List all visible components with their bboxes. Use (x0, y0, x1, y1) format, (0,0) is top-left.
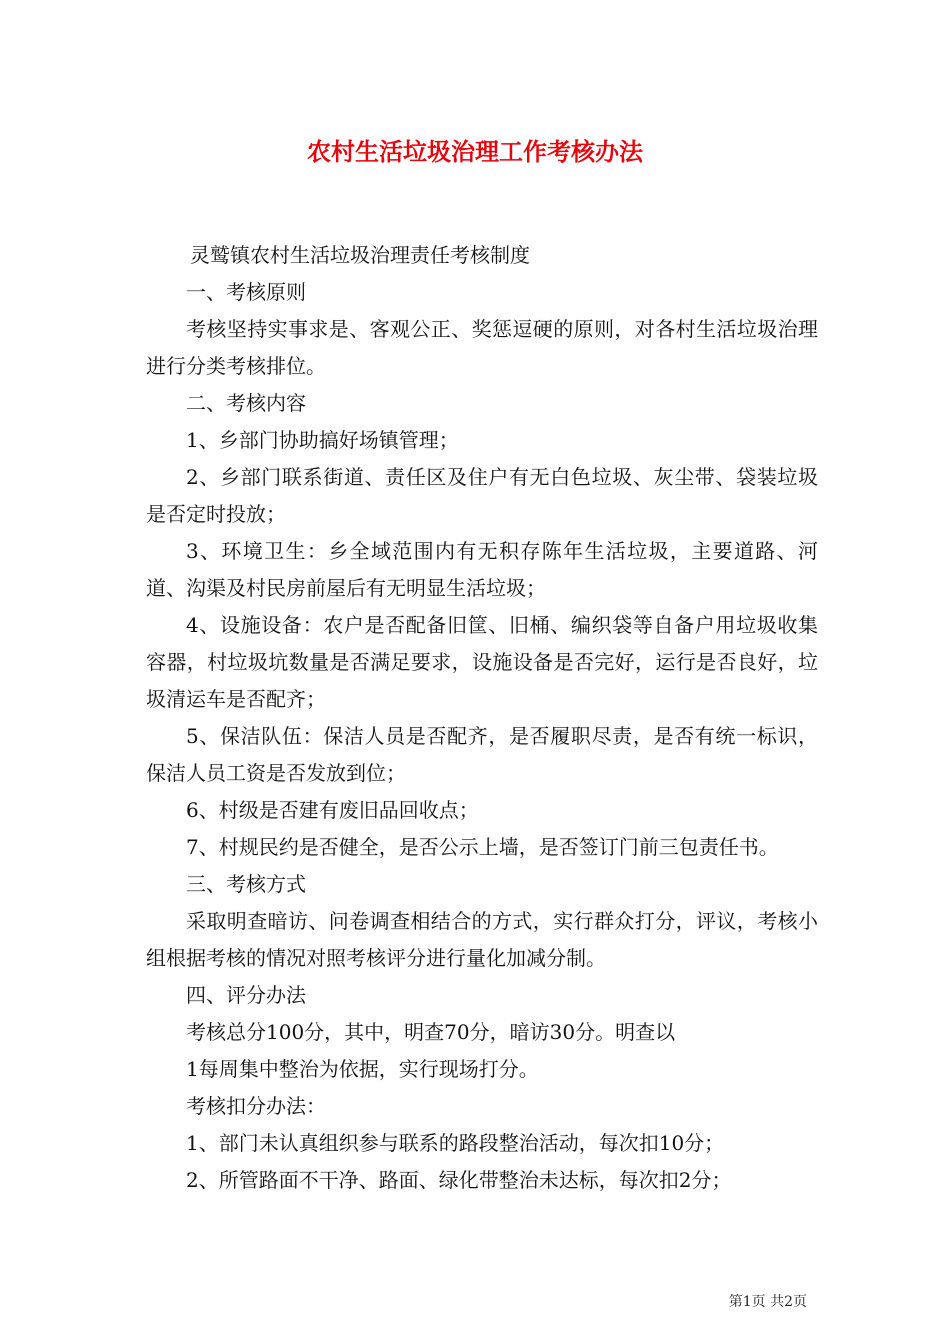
list-item: 5、保洁队伍：保洁人员是否配齐，是否履职尽责，是否有统一标识，保洁人员工资是否发放到位； (146, 724, 818, 785)
list-item: 1、部门未认真组织参与联系的路段整治活动，每次扣10分； (186, 1131, 725, 1155)
list-item: 3、环境卫生：乡全域范围内有无积存陈年生活垃圾，主要道路、河道、沟渠及村民房前屋后有无明显生活垃圾； (146, 539, 818, 600)
paragraph: 考核总分100分，其中，明查70分，暗访30分。明查以 (186, 1020, 676, 1044)
section-heading: 四、评分办法 (186, 983, 306, 1007)
paragraph: 灵鹫镇农村生活垃圾治理责任考核制度 (190, 243, 530, 267)
list-item: 6、村级是否建有废旧品回收点； (186, 798, 479, 822)
list-item: 1、乡部门协助搞好场镇管理； (186, 428, 459, 452)
list-item: 2、乡部门联系街道、责任区及住户有无白色垃圾、灰尘带、袋装垃圾是否定时投放； (146, 465, 818, 526)
section-heading: 一、考核原则 (186, 280, 306, 304)
paragraph: 采取明查暗访、问卷调查相结合的方式，实行群众打分，评议，考核小组根据考核的情况对照考核评分进行量化加减分制。 (146, 909, 818, 970)
page-number-footer: 第1页 共2页 (728, 1294, 807, 1310)
list-item: 4、设施设备：农户是否配备旧筐、旧桶、编织袋等自备户用垃圾收集容器，村垃圾坑数量是否满足要求，设施设备是否完好，运行是否良好，垃圾清运车是否配齐； (146, 613, 818, 711)
paragraph: 考核坚持实事求是、客观公正、奖惩逗硬的原则，对各村生活垃圾治理进行分类考核排位。 (146, 317, 818, 378)
document-body (146, 237, 818, 1199)
list-item: 2、所管路面不干净、路面、绿化带整治未达标，每次扣2分； (186, 1168, 732, 1192)
list-item: 7、村规民约是否健全，是否公示上墙，是否签订门前三包责任书。 (186, 835, 779, 859)
section-heading: 三、考核方式 (186, 872, 306, 896)
paragraph: 1每周集中整治为依据，实行现场打分。 (186, 1057, 539, 1081)
document-title: 农村生活垃圾治理工作考核办法 (307, 137, 643, 166)
section-heading: 二、考核内容 (186, 391, 306, 415)
paragraph: 考核扣分办法： (186, 1094, 326, 1118)
